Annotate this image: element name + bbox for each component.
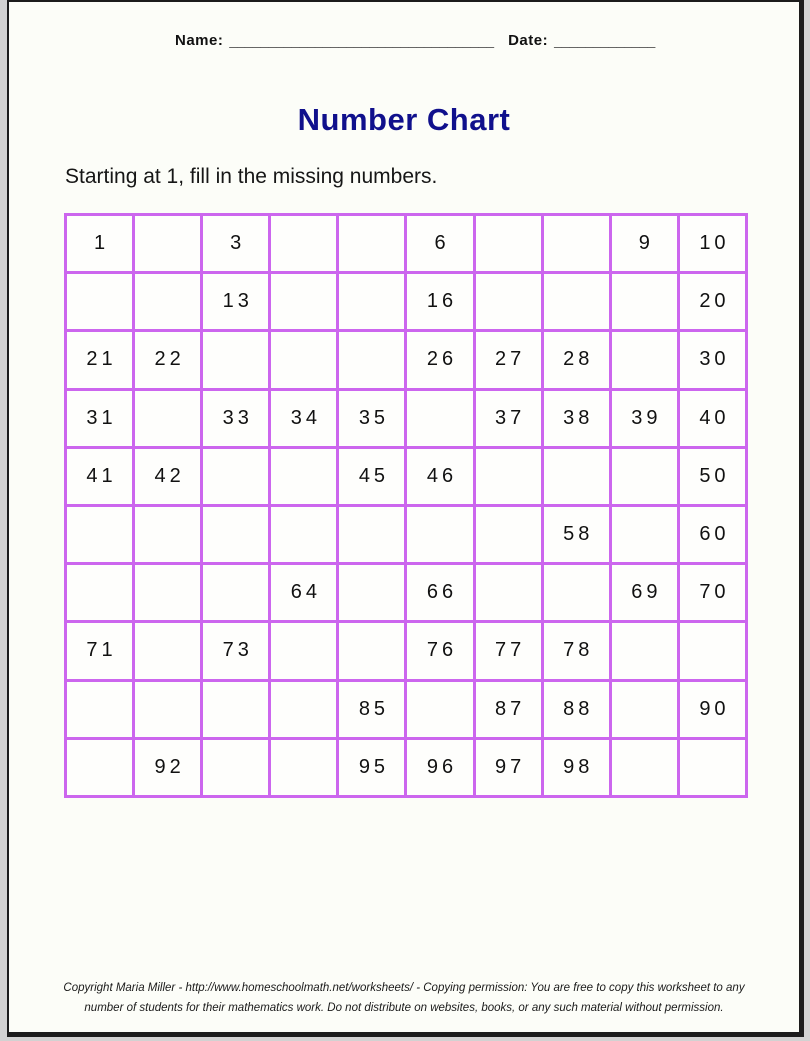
grid-cell-empty[interactable] bbox=[135, 682, 200, 737]
grid-cell-empty[interactable] bbox=[271, 507, 336, 562]
grid-cell-empty[interactable] bbox=[339, 274, 404, 329]
grid-cell-filled: 96 bbox=[407, 740, 472, 795]
grid-cell-filled: 27 bbox=[476, 332, 541, 387]
grid-cell-empty[interactable] bbox=[271, 740, 336, 795]
grid-cell-empty[interactable] bbox=[339, 565, 404, 620]
grid-cell-empty[interactable] bbox=[612, 623, 677, 678]
grid-cell-empty[interactable] bbox=[680, 623, 745, 678]
grid-cell-empty[interactable] bbox=[612, 274, 677, 329]
grid-cell-empty[interactable] bbox=[612, 449, 677, 504]
footer-line-2: number of students for their mathematics work. Do not distribute on websites, books, or any such material without permission. bbox=[84, 1002, 724, 1014]
grid-cell-filled: 50 bbox=[680, 449, 745, 504]
grid-cell-filled: 85 bbox=[339, 682, 404, 737]
grid-cell-filled: 20 bbox=[680, 274, 745, 329]
grid-cell-filled: 41 bbox=[67, 449, 132, 504]
grid-cell-filled: 73 bbox=[203, 623, 268, 678]
grid-cell-filled: 98 bbox=[544, 740, 609, 795]
footer-copyright bbox=[9, 978, 799, 1018]
grid-cell-filled: 1 bbox=[67, 216, 132, 271]
grid-cell-filled: 31 bbox=[67, 391, 132, 446]
grid-cell-empty[interactable] bbox=[544, 274, 609, 329]
date-fill-line[interactable]: _____________ bbox=[554, 32, 656, 48]
grid-cell-empty[interactable] bbox=[680, 740, 745, 795]
grid-cell-empty[interactable] bbox=[476, 565, 541, 620]
name-label: Name: bbox=[175, 32, 224, 49]
grid-cell-empty[interactable] bbox=[271, 623, 336, 678]
grid-cell-filled: 34 bbox=[271, 391, 336, 446]
grid-cell-filled: 13 bbox=[203, 274, 268, 329]
grid-cell-empty[interactable] bbox=[67, 740, 132, 795]
grid-cell-filled: 39 bbox=[612, 391, 677, 446]
grid-cell-filled: 40 bbox=[680, 391, 745, 446]
worksheet-page bbox=[7, 0, 804, 1037]
grid-cell-filled: 45 bbox=[339, 449, 404, 504]
page-title: Number Chart bbox=[297, 102, 511, 137]
grid-cell-filled: 58 bbox=[544, 507, 609, 562]
grid-cell-empty[interactable] bbox=[67, 507, 132, 562]
grid-cell-empty[interactable] bbox=[203, 565, 268, 620]
grid-cell-filled: 60 bbox=[680, 507, 745, 562]
grid-cell-empty[interactable] bbox=[339, 507, 404, 562]
grid-cell-filled: 64 bbox=[271, 565, 336, 620]
grid-cell-empty[interactable] bbox=[544, 449, 609, 504]
grid-cell-filled: 70 bbox=[680, 565, 745, 620]
grid-cell-filled: 37 bbox=[476, 391, 541, 446]
grid-cell-empty[interactable] bbox=[203, 507, 268, 562]
grid-cell-empty[interactable] bbox=[203, 449, 268, 504]
grid-cell-filled: 88 bbox=[544, 682, 609, 737]
grid-cell-filled: 38 bbox=[544, 391, 609, 446]
grid-cell-empty[interactable] bbox=[203, 332, 268, 387]
grid-cell-empty[interactable] bbox=[339, 216, 404, 271]
grid-cell-empty[interactable] bbox=[612, 740, 677, 795]
grid-cell-filled: 71 bbox=[67, 623, 132, 678]
grid-cell-filled: 95 bbox=[339, 740, 404, 795]
grid-cell-filled: 87 bbox=[476, 682, 541, 737]
grid-cell-empty[interactable] bbox=[612, 507, 677, 562]
header bbox=[175, 32, 655, 49]
grid-cell-filled: 66 bbox=[407, 565, 472, 620]
grid-cell-filled: 16 bbox=[407, 274, 472, 329]
grid-cell-empty[interactable] bbox=[67, 274, 132, 329]
grid-cell-empty[interactable] bbox=[203, 740, 268, 795]
grid-cell-empty[interactable] bbox=[271, 216, 336, 271]
grid-cell-empty[interactable] bbox=[407, 391, 472, 446]
grid-cell-empty[interactable] bbox=[612, 682, 677, 737]
grid-cell-filled: 42 bbox=[135, 449, 200, 504]
grid-cell-empty[interactable] bbox=[135, 565, 200, 620]
grid-cell-empty[interactable] bbox=[271, 682, 336, 737]
grid-cell-empty[interactable] bbox=[339, 623, 404, 678]
grid-cell-filled: 46 bbox=[407, 449, 472, 504]
grid-cell-empty[interactable] bbox=[271, 449, 336, 504]
grid-cell-filled: 97 bbox=[476, 740, 541, 795]
grid-cell-filled: 35 bbox=[339, 391, 404, 446]
grid-cell-empty[interactable] bbox=[407, 682, 472, 737]
name-fill-line[interactable]: __________________________________ bbox=[229, 32, 495, 48]
grid-cell-filled: 76 bbox=[407, 623, 472, 678]
grid-cell-empty[interactable] bbox=[476, 507, 541, 562]
date-label: Date: bbox=[508, 32, 549, 49]
grid-cell-filled: 6 bbox=[407, 216, 472, 271]
grid-cell-empty[interactable] bbox=[135, 391, 200, 446]
grid-cell-filled: 9 bbox=[612, 216, 677, 271]
grid-cell-empty[interactable] bbox=[203, 682, 268, 737]
grid-cell-empty[interactable] bbox=[476, 216, 541, 271]
grid-cell-filled: 92 bbox=[135, 740, 200, 795]
grid-cell-filled: 90 bbox=[680, 682, 745, 737]
grid-cell-empty[interactable] bbox=[271, 332, 336, 387]
grid-cell-empty[interactable] bbox=[544, 565, 609, 620]
grid-cell-empty[interactable] bbox=[476, 449, 541, 504]
grid-cell-filled: 78 bbox=[544, 623, 609, 678]
grid-cell-empty[interactable] bbox=[339, 332, 404, 387]
grid-cell-filled: 77 bbox=[476, 623, 541, 678]
footer-line-1: Copyright Maria Miller - http://www.homeschoolmath.net/worksheets/ - Copying permission: You are free to copy this worksheet to any bbox=[63, 982, 745, 994]
grid-cell-empty[interactable] bbox=[407, 507, 472, 562]
instruction-text: Starting at 1, fill in the missing numbers. bbox=[65, 165, 438, 188]
grid-cell-filled: 33 bbox=[203, 391, 268, 446]
grid-cell-empty[interactable] bbox=[271, 274, 336, 329]
grid-cell-empty[interactable] bbox=[135, 507, 200, 562]
number-grid bbox=[64, 213, 748, 798]
grid-cell-filled: 26 bbox=[407, 332, 472, 387]
grid-cell-empty[interactable] bbox=[612, 332, 677, 387]
grid-cell-filled: 21 bbox=[67, 332, 132, 387]
grid-cell-empty[interactable] bbox=[135, 216, 200, 271]
grid-cell-empty[interactable] bbox=[67, 565, 132, 620]
grid-cell-filled: 28 bbox=[544, 332, 609, 387]
grid-cell-empty[interactable] bbox=[476, 274, 541, 329]
grid-cell-filled: 69 bbox=[612, 565, 677, 620]
grid-cell-empty[interactable] bbox=[67, 682, 132, 737]
grid-cell-filled: 3 bbox=[203, 216, 268, 271]
grid-cell-empty[interactable] bbox=[135, 623, 200, 678]
grid-cell-filled: 22 bbox=[135, 332, 200, 387]
grid-cell-empty[interactable] bbox=[135, 274, 200, 329]
grid-cell-filled: 30 bbox=[680, 332, 745, 387]
grid-cell-filled: 10 bbox=[680, 216, 745, 271]
grid-cell-empty[interactable] bbox=[544, 216, 609, 271]
